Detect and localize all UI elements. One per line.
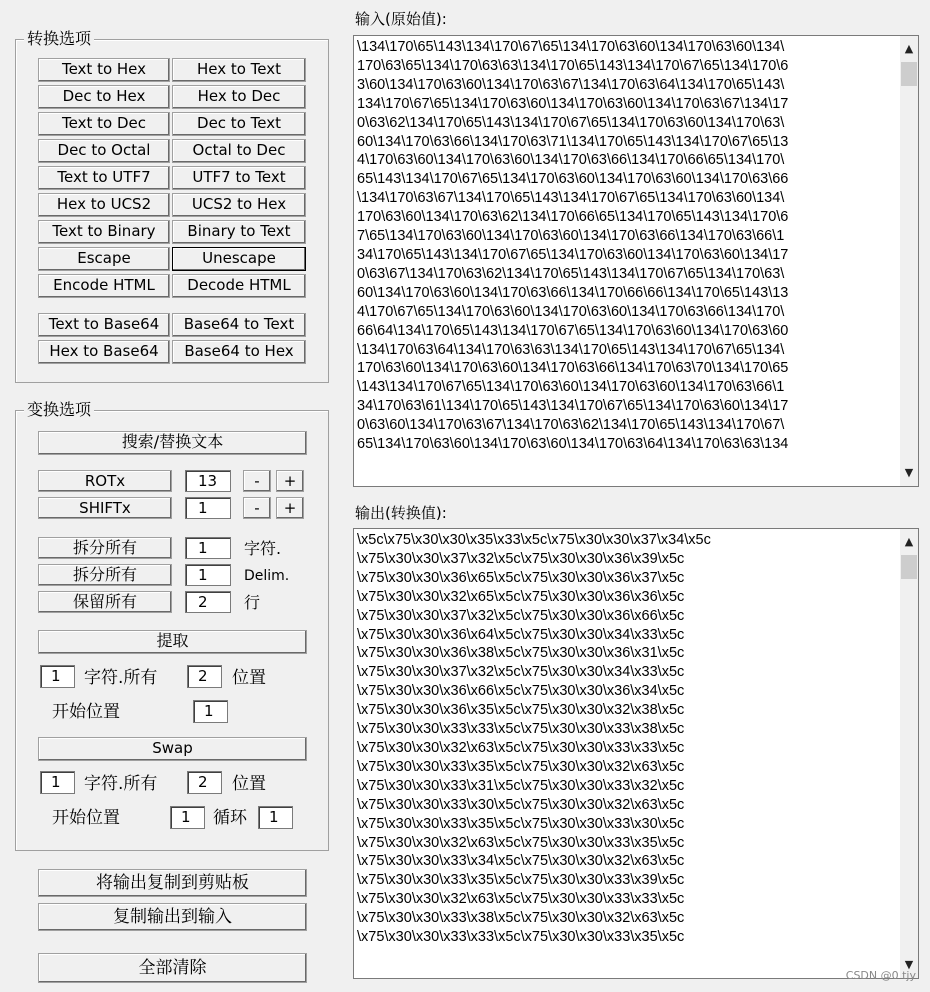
output-label: 输出(转换值): bbox=[355, 504, 447, 522]
shiftx-minus-button[interactable]: - bbox=[243, 497, 271, 519]
copy-output-to-clipboard-button[interactable]: 将输出复制到剪贴板 bbox=[38, 869, 307, 897]
convert-button[interactable]: Encode HTML bbox=[38, 274, 170, 298]
convert-button[interactable]: Escape bbox=[38, 247, 170, 271]
scroll-up-icon[interactable]: ▲ bbox=[904, 42, 914, 55]
convert-button[interactable]: Octal to Dec bbox=[172, 139, 306, 163]
convert-button[interactable]: Dec to Octal bbox=[38, 139, 170, 163]
swap-chars-label: 字符.所有 bbox=[84, 774, 158, 794]
convert-button[interactable]: Text to Base64 bbox=[38, 313, 170, 337]
scroll-up-icon[interactable]: ▲ bbox=[904, 535, 914, 548]
keep-lines-input[interactable]: 2 bbox=[185, 591, 231, 613]
keep-lines-button[interactable]: 保留所有 bbox=[38, 591, 172, 613]
convert-button[interactable]: Dec to Text bbox=[172, 112, 306, 136]
output-scrollbar[interactable] bbox=[900, 529, 918, 978]
convert-button[interactable]: Hex to Text bbox=[172, 58, 306, 82]
input-textarea[interactable] bbox=[353, 35, 919, 487]
convert-button[interactable]: Dec to Hex bbox=[38, 85, 170, 109]
convert-button[interactable]: Hex to Dec bbox=[172, 85, 306, 109]
convert-button[interactable]: Hex to Base64 bbox=[38, 340, 170, 364]
copy-output-to-input-button[interactable]: 复制输出到输入 bbox=[38, 903, 307, 931]
convert-button[interactable]: UTF7 to Text bbox=[172, 166, 306, 190]
transform-options-title: 变换选项 bbox=[24, 401, 94, 419]
rotx-value-input[interactable]: 13 bbox=[185, 470, 231, 492]
extract-button[interactable]: 提取 bbox=[38, 630, 307, 654]
keep-lines-unit: 行 bbox=[244, 593, 261, 612]
extract-chars-label: 字符.所有 bbox=[84, 668, 158, 688]
scroll-thumb[interactable] bbox=[901, 62, 917, 86]
convert-button[interactable]: Text to Hex bbox=[38, 58, 170, 82]
extract-start-label: 开始位置 bbox=[52, 702, 120, 722]
split-chars-button[interactable]: 拆分所有 bbox=[38, 537, 172, 559]
output-text: \x5c\x75\x30\x30\x35\x33\x5c\x75\x30\x30\x37\x34\x5c \x75\x30\x30\x37\x32\x5c\x75\x30\x30\x36\x39\x5c \x75\x30\x30\x36\x65\x5c\x75\x30\x30\x36\x37\x5c \x75\x30\x30\x32\x65\x5c\x75\x30\x30\x36\x36\x5c \x75\x30\x30\x37\x32\x5c\x75\x30\x30\x36\x66\x5c \x75\x30\x30\x36\x64\x5c\x75\x30\x30\x34\x33\x5c \x75\x30\x30\x36\x38\x5c\x75\x30\x30\x36\x31\x5c \x75\x30\x30\x37\x32\x5c\x75\x30\x30\x34\x33\x5c \x75\x30\x30\x36\x66\x5c\x75\x30\x30\x36\x34\x5c \x75\x30\x30\x36\x35\x5c\x75\x30\x30\x32\x38\x5c \x75\x30\x30\x33\x33\x5c\x75\x30\x30\x33\x38\x5c \x75\x30\x30\x32\x63\x5c\x75\x30\x30\x33\x33\x5c \x75\x30\x30\x33\x35\x5c\x75\x30\x30\x32\x63\x5c \x75\x30\x30\x33\x31\x5c\x75\x30\x30\x33\x32\x5c \x75\x30\x30\x33\x30\x5c\x75\x30\x30\x32\x63\x5c \x75\x30\x30\x33\x35\x5c\x75\x30\x30\x33\x30\x5c \x75\x30\x30\x32\x63\x5c\x75\x30\x30\x33\x35\x5c \x75\x30\x30\x33\x34\x5c\x75\x30\x30\x32\x63\x5c \x75\x30\x30\x33\x35\x5c\x75\x30\x30\x33\x39\x5c \x75\x30\x30\x32\x63\x5c\x75\x30\x30\x33\x33\x5c \x75\x30\x30\x33\x38\x5c\x75\x30\x30\x32\x63\x5c \x75\x30\x30\x33\x33\x5c\x75\x30\x30\x33\x35\x5c bbox=[357, 532, 711, 946]
rotx-plus-button[interactable]: + bbox=[276, 470, 304, 492]
split-delim-input[interactable]: 1 bbox=[185, 564, 231, 586]
scroll-thumb[interactable] bbox=[901, 555, 917, 579]
convert-button[interactable]: Base64 to Text bbox=[172, 313, 306, 337]
split-chars-input[interactable]: 1 bbox=[185, 537, 231, 559]
swap-pos-input[interactable]: 2 bbox=[187, 771, 222, 794]
convert-button[interactable]: UCS2 to Hex bbox=[172, 193, 306, 217]
shiftx-value-input[interactable]: 1 bbox=[185, 497, 231, 519]
watermark: CSDN @0 tjy bbox=[845, 969, 916, 982]
clear-all-button[interactable]: 全部清除 bbox=[38, 953, 307, 983]
scroll-down-icon[interactable]: ▼ bbox=[904, 466, 914, 479]
swap-loop-label: 循环 bbox=[213, 808, 247, 828]
swap-start-input[interactable]: 1 bbox=[170, 806, 205, 829]
extract-pos-input[interactable]: 2 bbox=[187, 665, 222, 688]
output-textarea[interactable] bbox=[353, 528, 919, 979]
search-replace-button[interactable]: 搜索/替换文本 bbox=[38, 431, 307, 455]
swap-button[interactable]: Swap bbox=[38, 737, 307, 761]
convert-button[interactable]: Text to Binary bbox=[38, 220, 170, 244]
input-text: \134\170\65\143\134\170\67\65\134\170\63\60\134\170\63\60\134\ 170\63\65\134\170\63\63\134\170\65\143\134\170\67\65\134\170\6 3\60\134\170\63\60\134\170\63\67\134\170\63\64\134\170\65\143\ 134\170\67\65\134\170\63\60\134\170\63\60\134\170\63\67\134\17 0\63\62\134\170\65\143\134\170\67\65\134\170\63\60\134\170\63\ 60\134\170\63\66\134\170\63\71\134\170\65\143\134\170\67\65\13 4\170\63\60\134\170\63\60\134\170\63\66\134\170\66\65\134\170\ 65\143\134\170\67\65\134\170\63\60\134\170\63\60\134\170\63\66 \134\170\63\67\134\170\65\143\134\170\67\65\134\170\63\60\134\ 170\63\60\134\170\63\62\134\170\66\65\134\170\65\143\134\170\6 7\65\134\170\63\60\134\170\63\60\134\170\63\66\134\170\63\66\1 34\170\65\143\134\170\67\65\134\170\63\60\134\170\63\60\134\17 0\63\67\134\170\63\62\134\170\65\143\134\170\67\65\134\170\63\ 60\134\170\63\60\134\170\63\66\134\170\66\66\134\170\65\143\13 4\170\67\65\134\170\63\60\134\170\63\60\134\170\63\66\134\170\ 66\64\134\170\65\143\134\170\67\65\134\170\63\60\134\170\63\60 \134\170\63\64\134\170\63\63\134\170\65\143\134\170\67\65\134\ 170\63\60\134\170\63\60\134\170\63\66\134\170\63\70\134\170\65 \143\134\170\67\65\134\170\63\60\134\170\63\60\134\170\63\66\1 34\170\63\61\134\170\65\143\134\170\67\65\134\170\63\60\134\17 0\63\60\134\170\63\67\134\170\63\62\134\170\65\143\134\170\67\ 65\134\170\63\60\134\170\63\60\134\170\63\64\134\170\63\63\134 bbox=[357, 39, 789, 453]
swap-chars-input[interactable]: 1 bbox=[40, 771, 75, 794]
convert-button[interactable]: Unescape bbox=[172, 247, 306, 271]
input-label: 输入(原始值): bbox=[355, 10, 447, 28]
rotx-button[interactable]: ROTx bbox=[38, 470, 172, 492]
shiftx-plus-button[interactable]: + bbox=[276, 497, 304, 519]
shiftx-button[interactable]: SHIFTx bbox=[38, 497, 172, 519]
extract-start-input[interactable]: 1 bbox=[193, 700, 228, 723]
rotx-minus-button[interactable]: - bbox=[243, 470, 271, 492]
convert-button[interactable]: Text to Dec bbox=[38, 112, 170, 136]
convert-button[interactable]: Base64 to Hex bbox=[172, 340, 306, 364]
convert-button[interactable]: Text to UTF7 bbox=[38, 166, 170, 190]
split-delim-unit: Delim. bbox=[244, 568, 290, 584]
input-scrollbar[interactable] bbox=[900, 36, 918, 486]
extract-chars-input[interactable]: 1 bbox=[40, 665, 75, 688]
split-delim-button[interactable]: 拆分所有 bbox=[38, 564, 172, 586]
swap-pos-label: 位置 bbox=[232, 774, 266, 794]
split-chars-unit: 字符. bbox=[244, 539, 282, 558]
scroll-down-icon[interactable]: ▼ bbox=[904, 958, 914, 971]
convert-button[interactable]: Hex to UCS2 bbox=[38, 193, 170, 217]
extract-pos-label: 位置 bbox=[232, 668, 266, 688]
swap-loop-input[interactable]: 1 bbox=[258, 806, 293, 829]
convert-button[interactable]: Decode HTML bbox=[172, 274, 306, 298]
convert-button[interactable]: Binary to Text bbox=[172, 220, 306, 244]
swap-start-label: 开始位置 bbox=[52, 808, 120, 828]
convert-options-title: 转换选项 bbox=[24, 30, 94, 48]
